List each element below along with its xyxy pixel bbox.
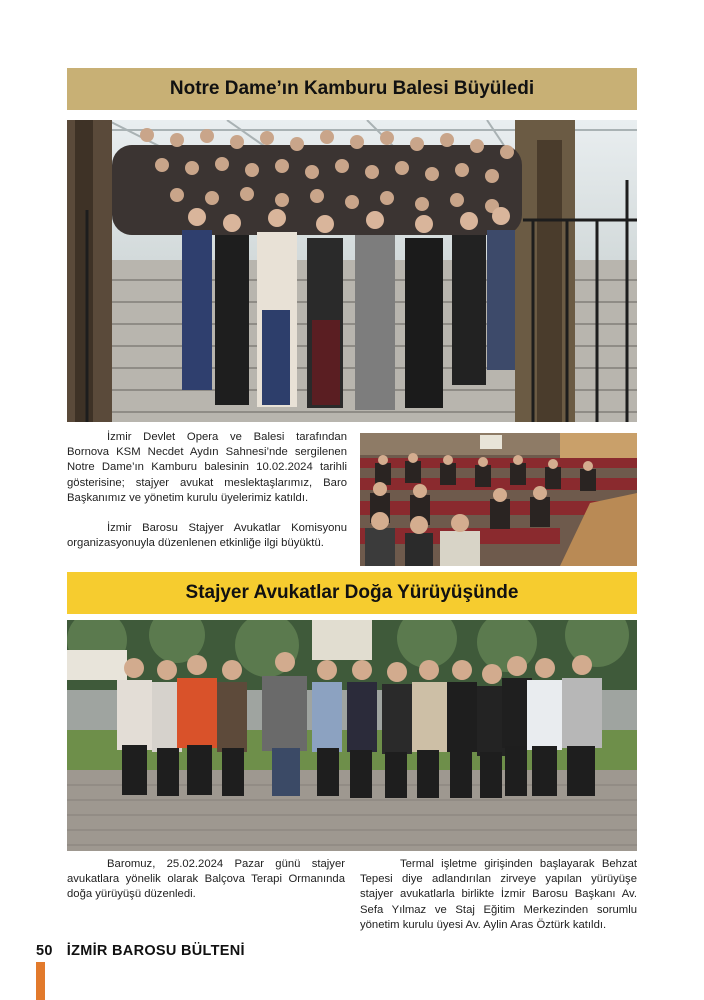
article2-paragraph-right: Termal işletme girişinden başlayarak Behzat Tepesi diye adlandırılan zirveye yapılan yürüyüşe stajyer avukatlarla birlikte İzmir Barosu Başkanı Av. Sefa Yılmaz ve Staj Eğitim Merkezinden sorumlu yönetim kurulu üyesi Av. Aylin Aras Öztürk katıldı. bbox=[360, 858, 637, 931]
article2-paragraph-left: Baromuz, 25.02.2024 Pazar günü stajyer avukatlara yönelik olarak Balçova Terapi Ormanında doğa yürüyüşü düzenledi. bbox=[67, 858, 345, 901]
article1-title-banner bbox=[67, 68, 637, 110]
article1-paragraph-2: İzmir Barosu Stajyer Avukatlar Komisyonu organizasyonuyla düzenlenen etkinliğe ilgi büyüktü. bbox=[67, 522, 347, 550]
article1-text bbox=[67, 430, 347, 551]
group-photo-stairs bbox=[67, 120, 637, 422]
footer bbox=[36, 943, 245, 959]
article2-title-banner bbox=[67, 572, 637, 614]
article1-title: Notre Dame’ın Kamburu Balesi Büyüledi bbox=[169, 78, 535, 99]
page-number: 50 bbox=[36, 943, 53, 959]
article2-title: Stajyer Avukatlar Doğa Yürüyüşünde bbox=[185, 582, 519, 603]
theatre-audience-photo bbox=[360, 433, 637, 566]
publication-name: İZMİR BAROSU BÜLTENİ bbox=[66, 943, 245, 959]
article1-paragraph-1: İzmir Devlet Opera ve Balesi tarafından Bornova KSM Necdet Aydın Sahnesi’nde sergilenen Notre Dame’ın Kamburu balesinin 10.02.2024 tarihli gösterisine; stajyer avukat meslektaşlarımız, Baro Başkanımız ve yönetim kurulu üyelerimiz katıldı. bbox=[67, 431, 347, 504]
nature-walk-group-photo bbox=[67, 620, 637, 851]
footer-accent-bar bbox=[36, 962, 45, 1000]
article2-text-left bbox=[67, 857, 345, 903]
article2-text-right bbox=[360, 857, 637, 933]
